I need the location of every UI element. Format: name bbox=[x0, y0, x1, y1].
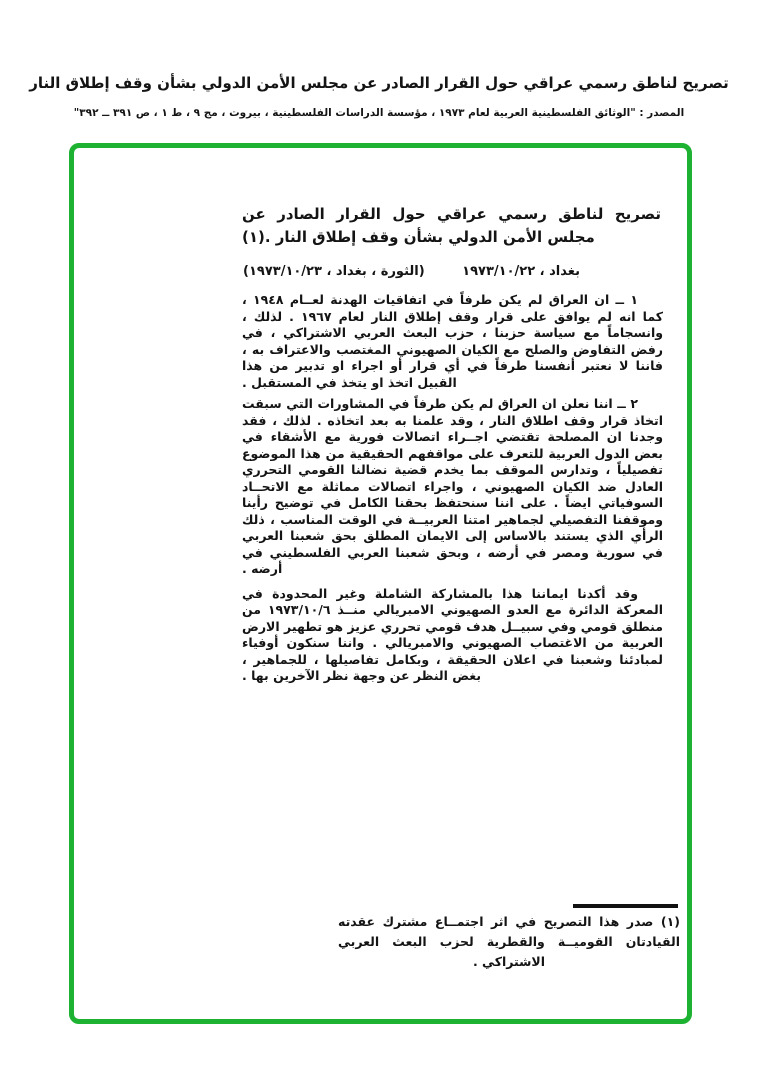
document-body bbox=[242, 292, 663, 690]
paragraph-2: ٢ ــ اننا نعلن ان العراق لم يكن طرفاً في المشاورات التي سبقت اتخاذ قرار وقف اطلاق النار ، وقد علمنا به بعد اتخاذه . لذلك ، فقد وجدنا ان المصلحة تقتضي اجــراء اتصالات فورية مع الأشقاء في بعض الدول العربية للتعرف على مواقفهم الحقيقية من هذا الموضوع تفصيلياً ، وتدارس الموقف بما يخدم قضية نضالنا القومي التحرري العادل ضد الكيان الصهيوني ، واجراء اتصالات مماثلة مع الاتحــاد السوفياتي ايضاً . على اننا سنحتفظ بحقنا الكامل في توضيح رأينا وموقفنا التفصيلي لجماهير امتنا العربيــة في الوقت المناسب ، ذلك الرأي الذي يستند بالاساس إلى الايمان المطلق بحق شعبنا العربي في سورية ومصر في أرضه ، وبحق شعبنا العربي الفلسطيني في أرضه . bbox=[242, 396, 663, 576]
dateline-place-date: بغداد ، ١٩٧٣/١٠/٢٢ bbox=[462, 264, 580, 279]
page-header-source-citation: المصدر : "الوثائق الفلسطينية العربية لعام ١٩٧٣ ، مؤسسة الدراسات الفلسطينية ، بيروت ، مج ٩ ، ط ١ ، ص ٣٩١ ــ ٣٩٢" bbox=[73, 107, 685, 119]
paragraph-3-closing: وقد أكدنا ايماننا هذا بالمشاركة الشاملة وغير المحدودة في المعركة الدائرة مع العدو الصهيوني الامبريالي منــذ ١٩٧٣/١٠/٦ من منطلق قومي وفي سبيــل هدف قومي تحرري عزيز هو تطهير الارض العربية من الاغتصاب الصهيوني والامبريالي . واننا سنكون أوفياء لمبادئنا وشعبنا في اعلان الحقيقة ، وبكامل تفاصيلها ، للجماهير ، بغض النظر عن وجهة نظر الآخرين بها . bbox=[242, 585, 663, 683]
document-title: تصريح لناطق رسمي عراقي حول القرار الصادر عن مجلس الأمن الدولي بشأن وقف إطلاق النار .(١) bbox=[242, 205, 661, 246]
dateline-newspaper-reference: (الثورة ، بغداد ، ١٩٧٣/١٠/٢٣) bbox=[243, 264, 425, 279]
paragraph-1: ١ ــ ان العراق لم يكن طرفاً في اتفاقيات الهدنة لعــام ١٩٤٨ ، كما انه لم يوافق على قرار وقف إطلاق النار لعام ١٩٦٧ . لذلك ، وانسجاماً مع سياسة حزبنا ، حزب البعث العربي الاشتراكي ، في رفض التفاوض والصلح مع الكيان الصهيوني المغتصب والاعتراف به ، فاننا لا نعتبر أنفسنا طرفاً في أي قرار أو اجراء او تدبير من هذا القبيل اتخذ او يتخذ في المستقبل . bbox=[242, 292, 663, 390]
footnote-text: (١) صدر هذا التصريح في اثر اجتمــاع مشترك عقدته القيادتان القوميــة والقطرية لحزب البعث العربي الاشتراكي . bbox=[338, 914, 680, 969]
page-header-title: تصريح لناطق رسمي عراقي حول القرار الصادر عن مجلس الأمن الدولي بشأن وقف إطلاق النار bbox=[29, 74, 729, 92]
document-dateline bbox=[243, 264, 580, 279]
footnote-separator-rule bbox=[573, 904, 678, 908]
